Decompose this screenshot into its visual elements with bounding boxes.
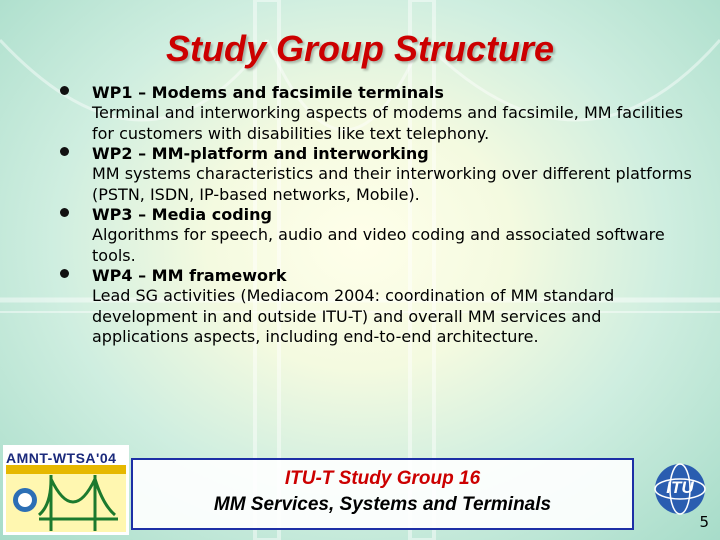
list-item-wp4	[60, 266, 700, 348]
item-heading: WP1 – Modems and facsimile terminals	[92, 83, 444, 102]
item-heading: WP3 – Media coding	[92, 205, 272, 224]
bullet-icon	[60, 86, 69, 95]
item-description: Algorithms for speech, audio and video coding and associated software tools.	[92, 225, 665, 265]
bullet-icon	[60, 269, 69, 278]
list-item-wp1	[60, 83, 700, 144]
list-item-wp2	[60, 144, 700, 205]
work-party-list	[60, 83, 700, 348]
footer-subtitle: MM Services, Systems and Terminals	[213, 494, 552, 515]
list-item-wp3	[60, 205, 700, 266]
item-heading: WP4 – MM framework	[92, 266, 287, 285]
amnt-logo-text: AMNT-WTSA'04	[6, 450, 117, 466]
slide-title: Study Group Structure	[165, 28, 555, 69]
bullet-icon	[60, 147, 69, 156]
item-heading: WP2 – MM-platform and interworking	[92, 144, 429, 163]
footer-box	[131, 458, 634, 530]
item-description: Lead SG activities (Mediacom 2004: coordination of MM standard development in and outside ITU-T) and overall MM services and applications aspects, including end-to-end architecture.	[92, 286, 615, 346]
bullet-icon	[60, 208, 69, 217]
footer-study-group: ITU-T Study Group 16	[284, 468, 481, 489]
page-number: 5	[699, 513, 709, 531]
item-description: Terminal and interworking aspects of modems and facsimile, MM facilities for customers with disabilities like text telephony.	[92, 103, 684, 143]
item-description: MM systems characteristics and their interworking over different platforms (PSTN, ISDN, IP-based networks, Mobile).	[92, 164, 692, 204]
itu-logo-text: ITU	[666, 478, 694, 497]
